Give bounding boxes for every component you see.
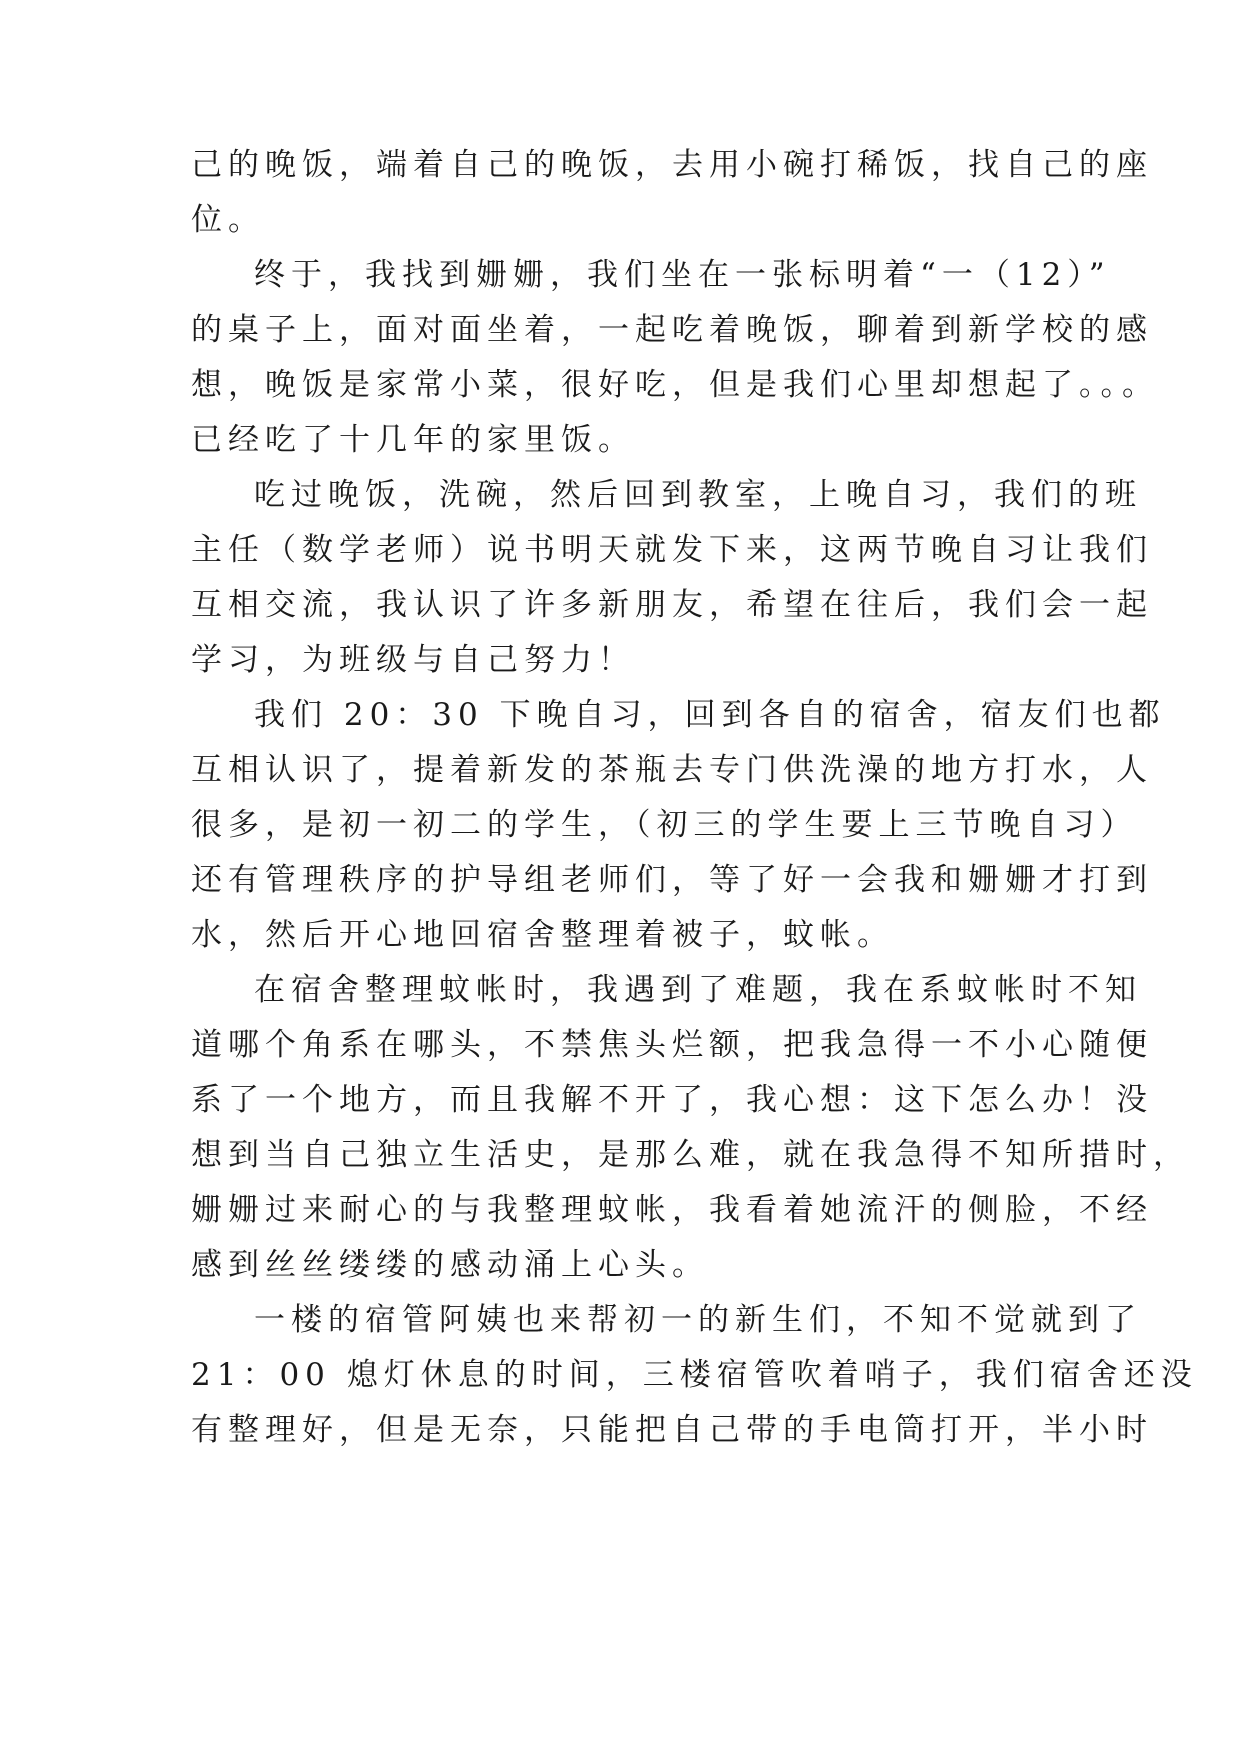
text-line: 主任（数学老师）说书明天就发下来，这两节晚自习让我们 xyxy=(191,532,1153,568)
paragraph-start-line: 在宿舍整理蚊帐时，我遇到了难题，我在系蚊帐时不知 xyxy=(254,972,1142,1008)
text-line: 的桌子上，面对面坐着，一起吃着晚饭，聊着到新学校的感 xyxy=(191,312,1153,348)
text-line: 互相交流，我认识了许多新朋友，希望在往后，我们会一起 xyxy=(191,587,1153,623)
text-line: 已经吃了十几年的家里饭。 xyxy=(191,422,635,458)
text-line: 有整理好，但是无奈，只能把自己带的手电筒打开，半小时 xyxy=(191,1412,1153,1448)
text-line: 感到丝丝缕缕的感动涌上心头。 xyxy=(191,1247,709,1283)
text-line: 互相认识了，提着新发的茶瓶去专门供洗澡的地方打水，人 xyxy=(191,752,1153,788)
paragraph-start-line: 吃过晚饭，洗碗，然后回到教室，上晚自习，我们的班 xyxy=(254,477,1142,513)
text-line: 位。 xyxy=(191,202,265,238)
text-line: 姗姗过来耐心的与我整理蚊帐，我看着她流汗的侧脸，不经 xyxy=(191,1192,1153,1228)
text-line: 水，然后开心地回宿舍整理着被子，蚊帐。 xyxy=(191,917,894,953)
text-line: 学习，为班级与自己努力！ xyxy=(191,642,635,678)
text-line: 很多，是初一初二的学生，（初三的学生要上三节晚自习） xyxy=(191,807,1138,843)
text-line: 还有管理秩序的护导组老师们，等了好一会我和姗姗才打到 xyxy=(191,862,1153,898)
text-line: 想到当自己独立生活史，是那么难，就在我急得不知所措时， xyxy=(191,1137,1190,1173)
text-line: 道哪个角系在哪头，不禁焦头烂额，把我急得一不小心随便 xyxy=(191,1027,1153,1063)
text-line: 系了一个地方，而且我解不开了，我心想：这下怎么办！没 xyxy=(191,1082,1153,1118)
text-line: 己的晚饭，端着自己的晚饭，去用小碗打稀饭，找自己的座 xyxy=(191,147,1153,183)
paragraph-start-line: 一楼的宿管阿姨也来帮初一的新生们，不知不觉就到了 xyxy=(254,1302,1142,1338)
paragraph-start-line: 终于，我找到姗姗，我们坐在一张标明着“一（12）” xyxy=(254,257,1111,293)
text-line: 想，晚饭是家常小菜，很好吃，但是我们心里却想起了。。。 xyxy=(191,367,1159,403)
text-line: 21：00 熄灯休息的时间，三楼宿管吹着哨子，我们宿舍还没 xyxy=(191,1357,1198,1393)
paragraph-start-line: 我们 20：30 下晚自习，回到各自的宿舍，宿友们也都 xyxy=(254,697,1166,733)
